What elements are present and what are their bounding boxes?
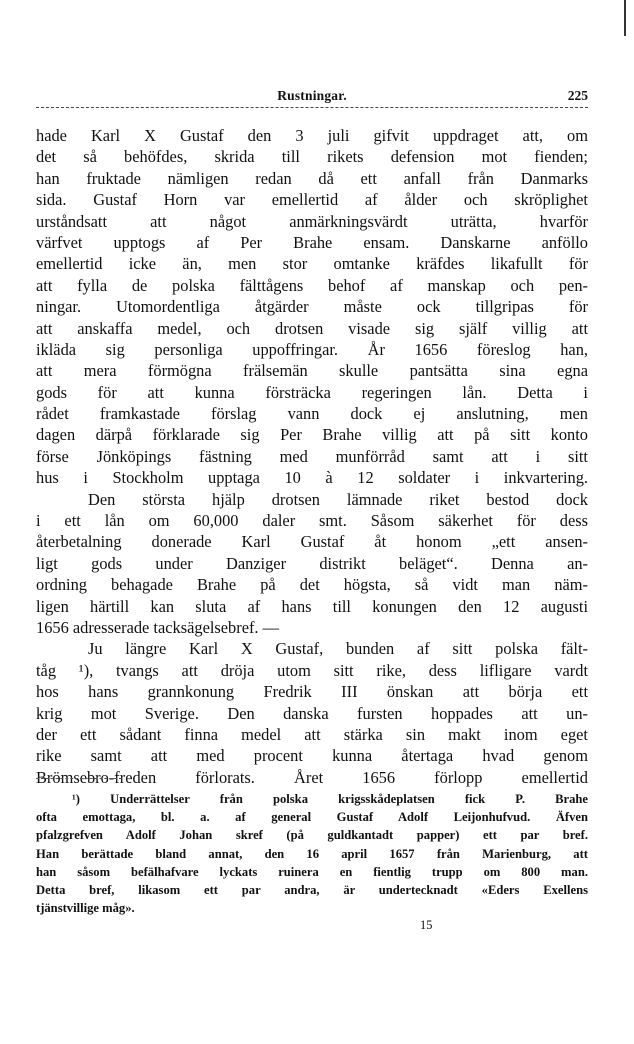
text-line: ligen härtill kan sluta af hans till konungen den 12 augusti [36, 596, 588, 616]
header-rule [36, 107, 588, 108]
text-line: rådet framkastade förslag vann dock ej anslutning, men [36, 404, 588, 424]
footnote-rule [36, 778, 122, 779]
text-line: återbetalning donerade Karl Gustaf åt honom „ett ansen- [36, 532, 588, 552]
text-line: emellertid icke än, men stor omtanke kräfdes likafullt för [36, 254, 588, 274]
text-line: krig mot Sverige. Den danska fursten hoppades att un- [36, 703, 588, 723]
text-line: värfvet upptogs af Per Brahe ensam. Danskarne anföllo [36, 232, 588, 252]
footnote-line: Detta bref, likasom ett par andra, är undertecknadt «Eders Exellens [36, 882, 588, 897]
text-line: ligt gods under Danziger distrikt beläget“. Denna an- [36, 553, 588, 573]
text-line: ningar. Utomordentliga åtgärder måste ock tillgripas för [36, 297, 588, 317]
text-line: hus i Stockholm upptaga 10 à 12 soldater i inkvartering. [36, 468, 588, 488]
footnote-line: han såsom befälhafvare lyckats ruinera en fientlig trupp om 800 man. [36, 864, 588, 879]
text-line: hade Karl X Gustaf den 3 juli gifvit uppdraget att, om [36, 126, 588, 145]
text-line: förse Jönköpings fästning med munförråd samt att i sitt [36, 446, 588, 466]
footnote-line: tjänstvillige måg». [36, 901, 135, 916]
text-line: att anskaffa medel, och drotsen visade sig själf villig att [36, 318, 588, 338]
text-line: ikläda sig personliga uppoffringar. År 1656 föreslog han, [36, 339, 588, 359]
paragraph-start-line: Den största hjälp drotsen lämnade riket bestod dock [88, 489, 588, 509]
page-number: 225 [567, 88, 588, 103]
text-line: gods för att kunna försträcka regeringen lån. Detta i [36, 382, 588, 402]
footnote-line: pfalzgrefven Adolf Johan skref (på guldkantadt papper) ett par bref. [36, 828, 588, 843]
signature-mark: 15 [420, 918, 433, 932]
page-header [36, 88, 588, 112]
text-line: der ett sådant finna medel att stärka sin makt inom eget [36, 724, 588, 744]
text-line: att mera förmögna frälsemän skulle pantsätta sina egna [36, 361, 588, 381]
footnote-line: ofta emottaga, bl. a. af general Gustaf Adolf Leijonhufvud. Äfven [36, 810, 588, 825]
footnotes [36, 790, 588, 917]
text-line: han fruktade nämligen redan då ett anfall från Danmarks [36, 168, 588, 188]
text-line: hos hans grannkonung Fredrik III önskan att börja ett [36, 682, 588, 702]
text-line: urståndsatt att något anmärkningsvärdt uträtta, hvarför [36, 211, 588, 231]
paragraph-end-line: 1656 adresserade tacksägelsebref. — [36, 617, 280, 637]
text-line: Brömsebro-freden förlorats. Året 1656 förlopp emellertid [36, 767, 588, 787]
text-line: dagen därpå förklarade sig Per Brahe villig att på sitt konto [36, 425, 588, 445]
running-title: Rustningar. [277, 88, 347, 103]
paragraph-start-line: Ju längre Karl X Gustaf, bunden af sitt polska fält- [88, 639, 588, 659]
text-line: i ett lån om 60,000 daler smt. Såsom säkerhet för dess [36, 511, 588, 531]
footnote-line: Han berättade bland annat, den 16 april 1657 från Marienburg, att [36, 846, 588, 861]
text-line: ordning behagade Brahe på det högsta, så vidt man näm- [36, 575, 588, 595]
body-text [36, 125, 588, 788]
text-line: det så behöfdes, skrida till rikets defension mot fienden; [36, 147, 588, 167]
text-line: rike samt att med procent kunna återtaga hvad genom [36, 746, 588, 766]
margin-mark [624, 0, 626, 36]
text-line: att fylla de polska fälttågens behof af manskap och pen- [36, 275, 588, 295]
footnote-line: ¹) Underrättelser från polska krigsskådeplatsen fick P. Brahe [72, 792, 588, 806]
text-line: sida. Gustaf Horn var emellertid af ålder och skröplighet [36, 190, 588, 210]
text-line: tåg ¹), tvangs att dröja utom sitt rike, dess lifligare vardt [36, 660, 588, 680]
